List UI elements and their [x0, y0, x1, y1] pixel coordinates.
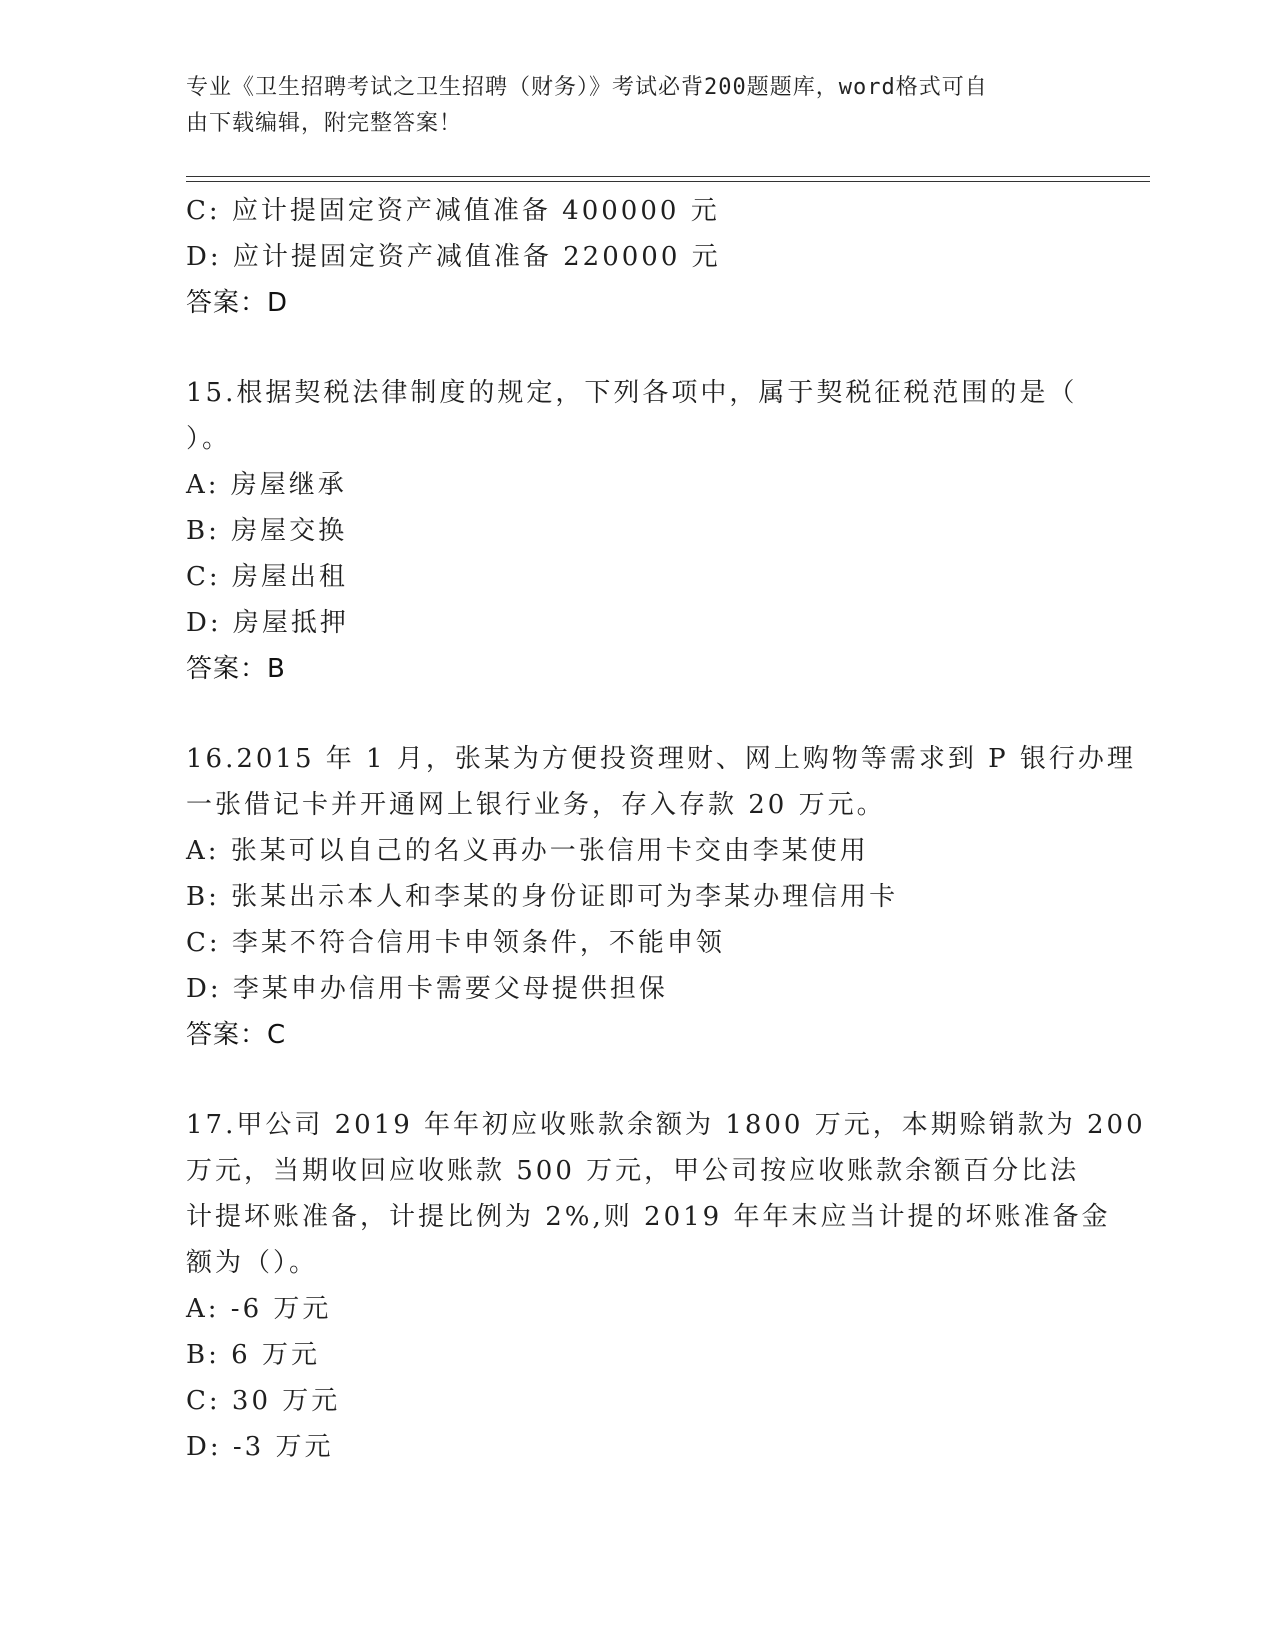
option-b: B: 6 万元: [186, 1340, 320, 1370]
question-16: [186, 736, 1136, 1058]
option-d: D: -3 万元: [186, 1432, 334, 1462]
header-line-1: 专业《卫生招聘考试之卫生招聘（财务）》考试必背200题题库，word格式可自: [186, 75, 988, 100]
spacer: [186, 1058, 1086, 1102]
question-15: [186, 370, 1086, 692]
option-d: D: 李某申办信用卡需要父母提供担保: [186, 974, 668, 1004]
question-stem-line-3: 计提坏账准备，计提比例为 2%,则 2019 年年末应当计提的坏账准备金: [186, 1202, 1111, 1232]
answer-line: 答案：D: [186, 288, 289, 318]
question-stem-line-1: 17.甲公司 2019 年年初应收账款余额为 1800 万元，本期赊销款为 200: [186, 1110, 1146, 1140]
answer-line: 答案：C: [186, 1020, 287, 1050]
option-b: B: 房屋交换: [186, 516, 348, 546]
header-divider-bottom: [186, 181, 1150, 182]
option-c: C: 30 万元: [186, 1386, 341, 1416]
question-stem-line-2: ）。: [186, 424, 232, 454]
option-d: D: 房屋抵押: [186, 608, 349, 638]
document-header: [186, 70, 1066, 142]
question-stem-line-2: 万元，当期收回应收账款 500 万元，甲公司按应收账款余额百分比法: [186, 1156, 1080, 1186]
option-a: A: -6 万元: [186, 1294, 332, 1324]
answer-line: 答案：B: [186, 654, 286, 684]
question-stem-line-1: 15.根据契税法律制度的规定，下列各项中，属于契税征税范围的是（: [186, 378, 1078, 408]
question-stem-line-2: 一张借记卡并开通网上银行业务，存入存款 20 万元。: [186, 790, 886, 820]
question-17: [186, 1102, 1146, 1470]
document-body: [186, 188, 1146, 1470]
option-c: C: 房屋出租: [186, 562, 348, 592]
option-c: C: 李某不符合信用卡申领条件，不能申领: [186, 928, 725, 958]
question-stem-line-1: 16.2015 年 1 月，张某为方便投资理财、网上购物等需求到 P 银行办理: [186, 744, 1136, 774]
option-b: B: 张某出示本人和李某的身份证即可为李某办理信用卡: [186, 882, 899, 912]
option-a: A: 张某可以自己的名义再办一张信用卡交由李某使用: [186, 836, 869, 866]
question-14-tail: [186, 188, 1086, 326]
spacer: [186, 326, 1086, 370]
question-stem-line-4: 额为（）。: [186, 1248, 319, 1278]
option-a: A: 房屋继承: [186, 470, 347, 500]
option-c: C: 应计提固定资产减值准备 400000 元: [186, 196, 720, 226]
header-line-2: 由下载编辑，附完整答案！: [186, 111, 463, 136]
spacer: [186, 692, 1086, 736]
option-d: D: 应计提固定资产减值准备 220000 元: [186, 242, 721, 272]
header-divider-top: [186, 176, 1150, 177]
